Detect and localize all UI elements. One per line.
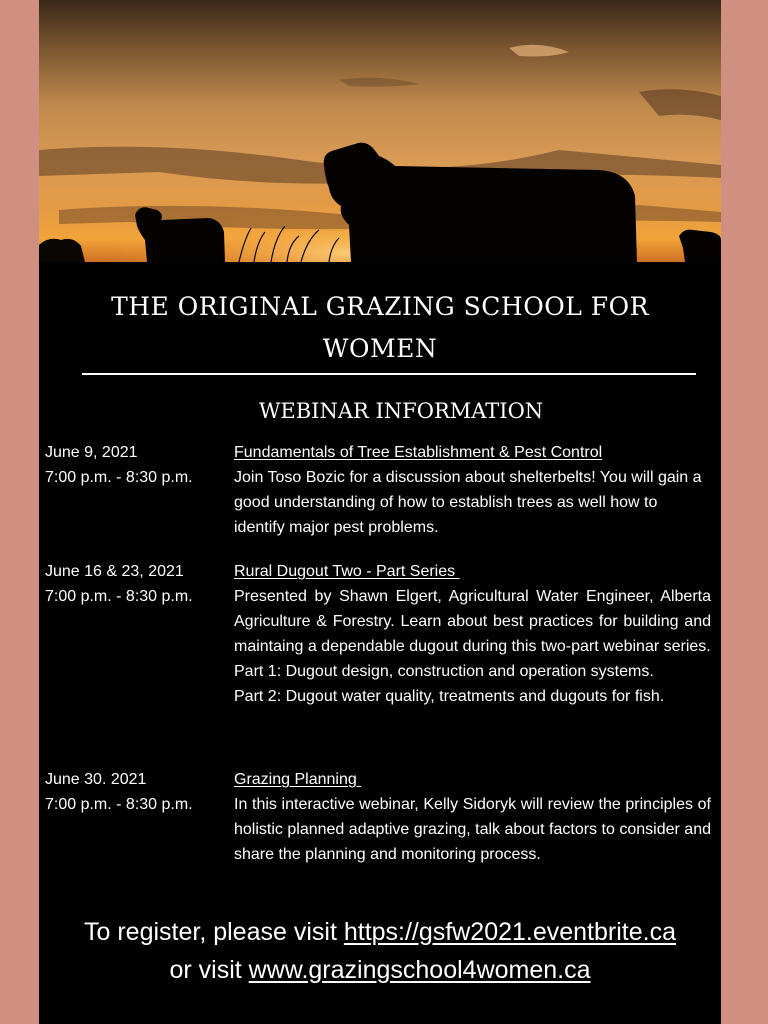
event-schedule: [45, 440, 230, 490]
registration-line-2: [39, 951, 721, 989]
registration-info: [39, 913, 721, 989]
poster-title-line2: WOMEN: [322, 334, 438, 363]
event-time: 7:00 p.m. - 8:30 p.m.: [45, 796, 193, 813]
event-part-2: Part 2: Dugout water quality, treatments and dugouts for fish.: [234, 688, 665, 705]
event-description: Presented by Shawn Elgert, Agricultural Water Engineer, Alberta Agriculture & Forestry. Learn about best practices for building and maintaing a dependable dugout during this two-part webinar series.: [234, 588, 711, 655]
event-description: In this interactive webinar, Kelly Sidoryk will review the principles of holistic planned adaptive grazing, talk about factors to consider and share the planning and monitoring process.: [234, 796, 711, 863]
registration-line-1: [39, 913, 721, 951]
event-title: Grazing Planning: [234, 771, 362, 788]
poster-title: [39, 286, 721, 370]
title-divider: [82, 373, 696, 375]
event-schedule: [45, 559, 230, 609]
event-details: [234, 559, 711, 709]
website-link[interactable]: www.grazingschool4women.ca: [248, 956, 591, 984]
event-schedule: [45, 767, 230, 817]
event-time: 7:00 p.m. - 8:30 p.m.: [45, 588, 193, 605]
event-date: June 16 & 23, 2021: [45, 563, 184, 580]
eventbrite-link[interactable]: https://gsfw2021.eventbrite.ca: [343, 918, 676, 946]
event-part-1: Part 1: Dugout design, construction and operation systems.: [234, 663, 654, 680]
poster-title-line1: THE ORIGINAL GRAZING SCHOOL FOR: [111, 292, 649, 321]
event-date: June 30. 2021: [45, 771, 147, 788]
event-time: 7:00 p.m. - 8:30 p.m.: [45, 469, 193, 486]
poster: [39, 0, 721, 1024]
event-date: June 9, 2021: [45, 444, 138, 461]
event-details: [234, 440, 711, 540]
event-details: [234, 767, 711, 867]
event-description: Join Toso Bozic for a discussion about shelterbelts! You will gain a good understanding of how to establish trees as well how to identify major pest problems.: [234, 469, 702, 536]
event-title: Rural Dugout Two - Part Series: [234, 563, 460, 580]
event-title: Fundamentals of Tree Establishment & Pest Control: [234, 444, 603, 461]
section-heading: WEBINAR INFORMATION: [258, 399, 544, 423]
website-prefix: or visit: [169, 956, 249, 984]
registration-prefix: To register, please visit: [84, 918, 344, 946]
